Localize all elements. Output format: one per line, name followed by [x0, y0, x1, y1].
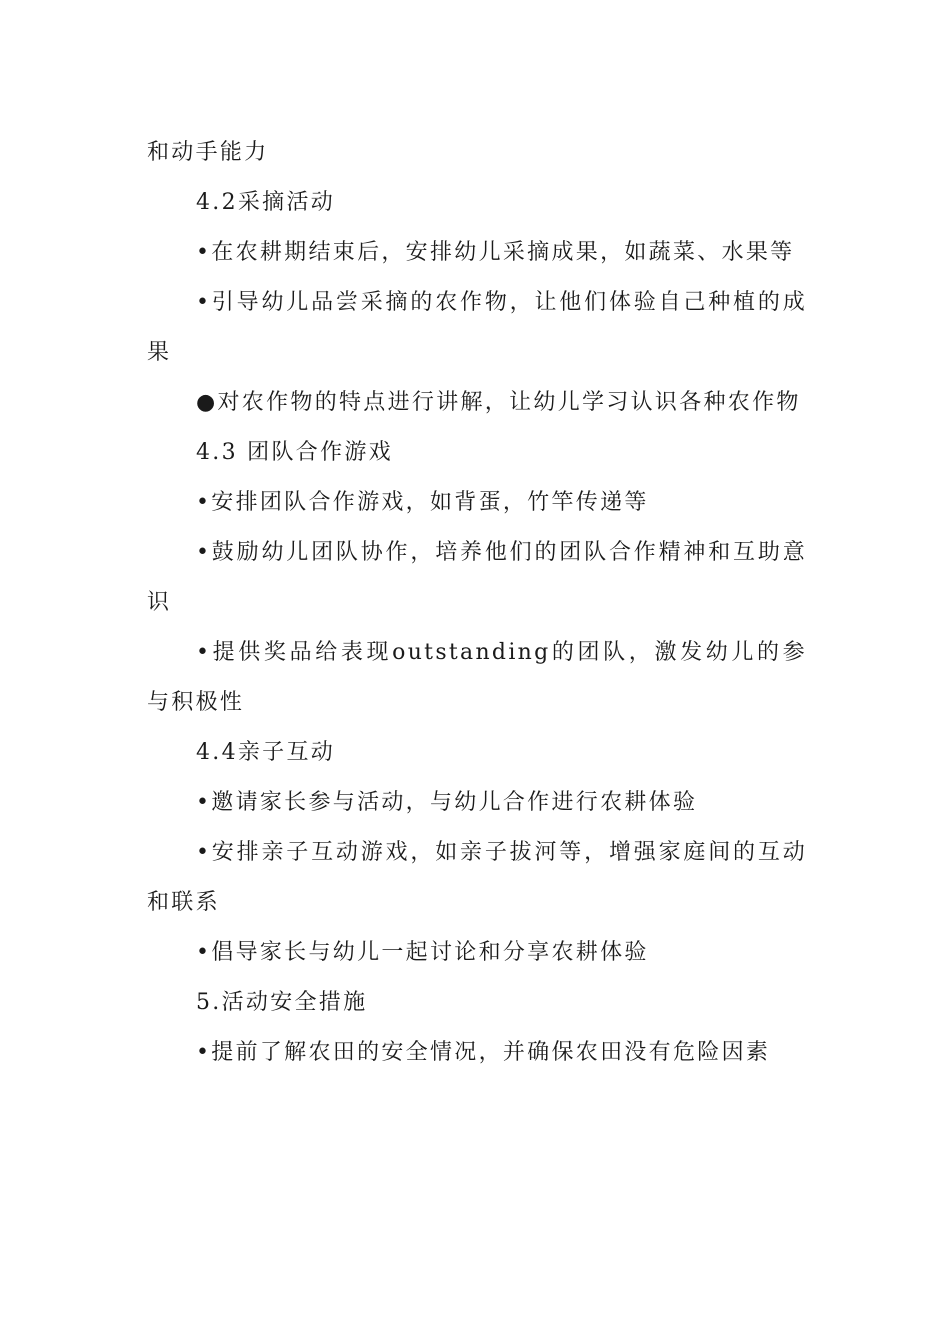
heading-4-4-parent-child: 4.4亲子互动	[196, 740, 336, 765]
heading-5-safety: 5.活动安全措施	[196, 990, 368, 1015]
bullet-picking-harvest: •在农耕期结束后，安排幼儿采摘成果，如蔬菜、水果等	[196, 240, 795, 265]
bullet-team-cooperation: •鼓励幼儿团队协作，培养他们的团队合作精神和互助意识	[147, 540, 807, 615]
bullet-safety-check: •提前了解农田的安全情况，并确保农田没有危险因素	[196, 1040, 771, 1065]
paragraph-continuation: 和动手能力	[147, 140, 269, 165]
heading-4-3-team-games: 4.3 团队合作游戏	[196, 440, 393, 465]
bullet-team-games: •安排团队合作游戏，如背蛋，竹竿传递等	[196, 490, 649, 515]
bullet-invite-parents: •邀请家长参与活动，与幼儿合作进行农耕体验	[196, 790, 698, 815]
document-body	[147, 128, 807, 1078]
bullet-parent-games: •安排亲子互动游戏，如亲子拔河等，增强家庭间的互动和联系	[147, 840, 807, 915]
bullet-parent-discussion: •倡导家长与幼儿一起讨论和分享农耕体验	[196, 940, 649, 965]
bullet-picking-taste: •引导幼儿品尝采摘的农作物，让他们体验自己种植的成果	[147, 290, 807, 365]
bullet-picking-explain: ●对农作物的特点进行讲解，让幼儿学习认识各种农作物	[196, 390, 801, 415]
bullet-team-prizes: •提供奖品给表现outstanding的团队，激发幼儿的参与积极性	[147, 640, 807, 715]
heading-4-2-picking: 4.2采摘活动	[196, 190, 336, 215]
